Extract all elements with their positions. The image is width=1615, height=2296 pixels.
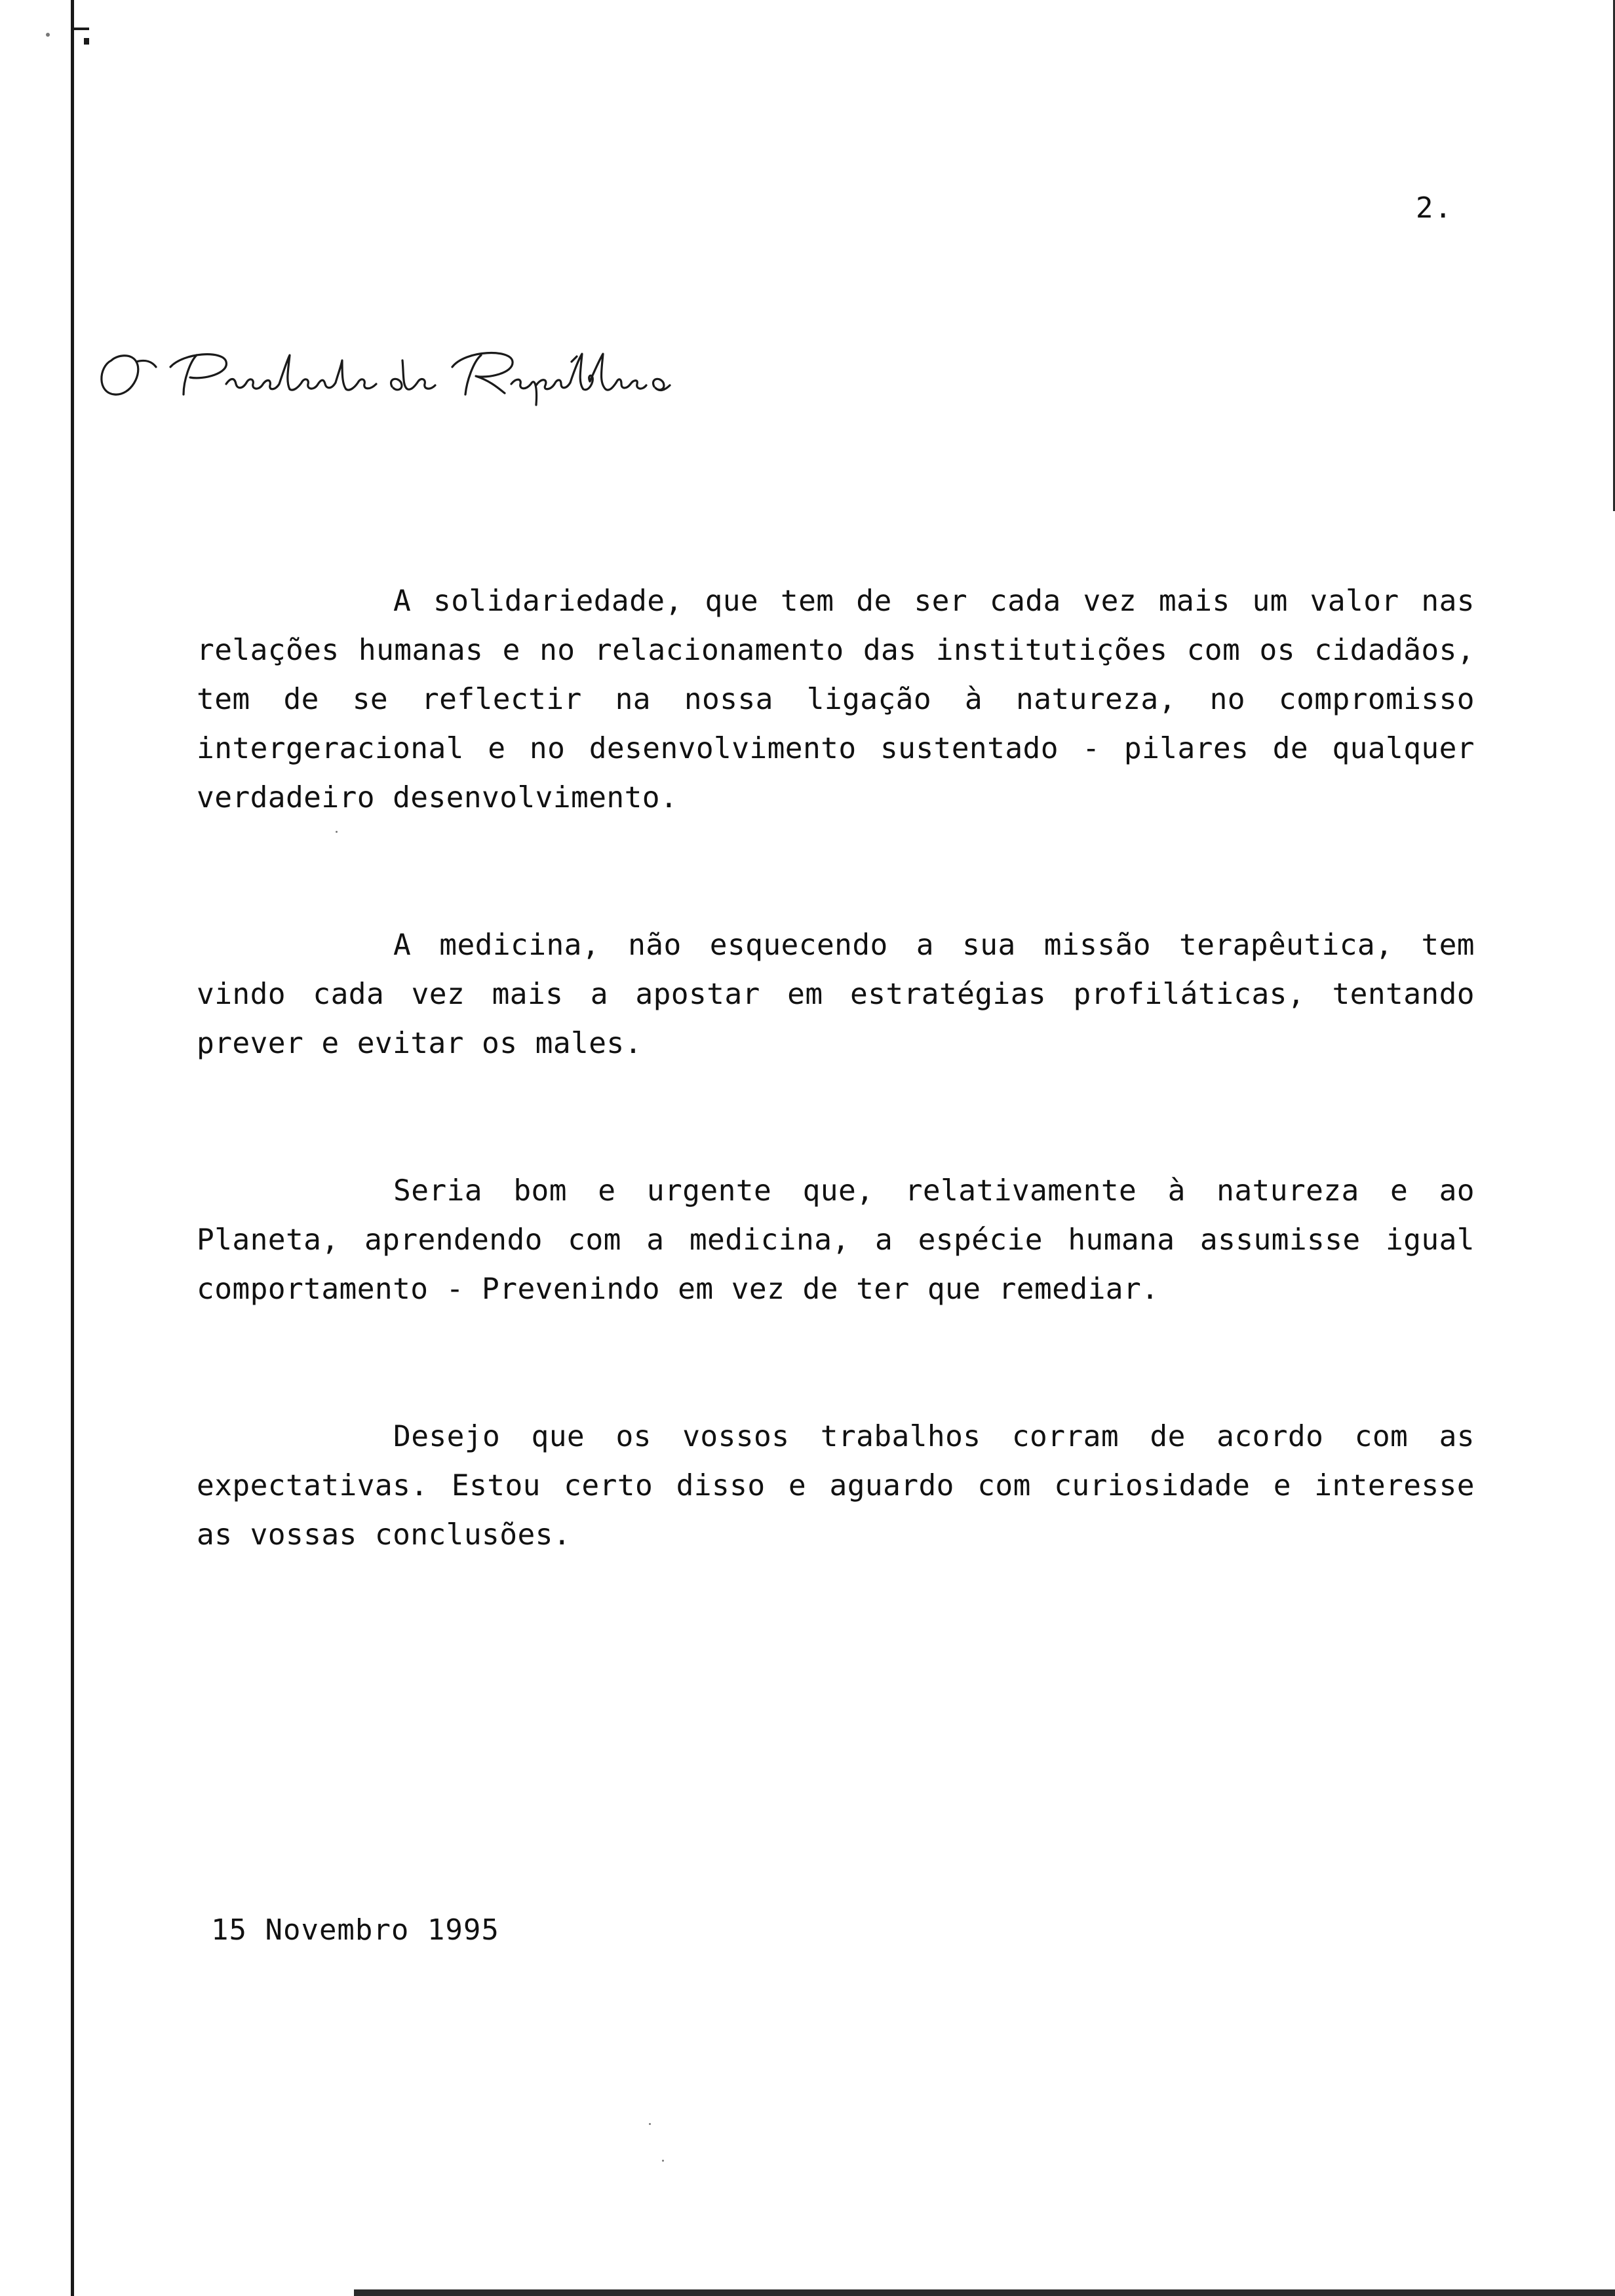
scan-edge-bottom bbox=[354, 2289, 1615, 2296]
letterhead bbox=[85, 321, 675, 419]
scan-edge-left bbox=[71, 0, 74, 2296]
paragraph-closing: Desejo que os vossos trabalhos corram de acordo com as expectativas. Estou certo disso e aguardo com curiosidade e interesse as vossas conclusões. bbox=[197, 1420, 1475, 1552]
scan-speck bbox=[662, 2160, 664, 2162]
letterhead-script-graphic bbox=[85, 321, 675, 419]
letter-date: 15 Novembro 1995 bbox=[211, 1913, 499, 1947]
paragraph-medicine: A medicina, não esquecendo a sua missão terapêutica, tem vindo cada vez mais a apostar em estratégias profiláticas, tentando prever e evitar os males. bbox=[197, 928, 1475, 1060]
page-number: 2. bbox=[1416, 191, 1453, 225]
letter-body bbox=[197, 577, 1475, 1658]
paragraph-solidarity: A solidariedade, que tem de ser cada vez mais um valor nas relações humanas e no relacionamento das institutições com os cidadãos, tem de se reflectir na nossa ligação à natureza, no compromisso intergeracional e no desenvolvimento sustentado - pilares de qualquer verdadeiro desenvolvimento. bbox=[197, 584, 1475, 814]
corner-dot bbox=[84, 38, 89, 45]
paragraph-planet: Seria bom e urgente que, relativamente à natureza e ao Planeta, aprendendo com a medicina, a espécie humana assumisse igual comportamento - Prevenindo em vez de ter que remediar. bbox=[197, 1174, 1475, 1306]
scan-speck bbox=[649, 2123, 651, 2125]
scan-speck bbox=[46, 33, 50, 37]
scan-speck bbox=[336, 831, 338, 833]
